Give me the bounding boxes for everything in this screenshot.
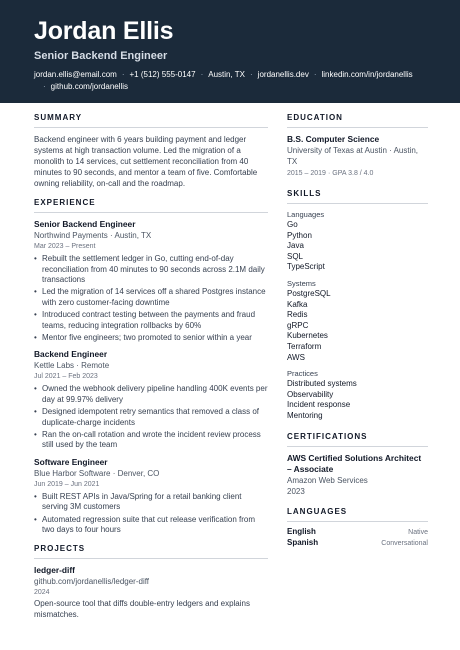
job-bullet: • Owned the webhook delivery pipeline handling 400K events per day at 99.97% delivery: [34, 384, 268, 405]
job-bullets: [34, 254, 268, 343]
language-row: [287, 527, 428, 536]
education-school: University of Texas at Austin · Austin, TX: [287, 146, 419, 166]
education-years: 2015 – 2019: [287, 170, 326, 177]
main-column: [34, 113, 268, 620]
certification-issuer: Amazon Web Services: [287, 475, 368, 485]
job-bullet: • Ran the on-call rotation and wrote the incident review process still used by the team: [34, 430, 268, 451]
candidate-name: Jordan Ellis: [34, 17, 174, 45]
job-dates: Mar 2023 – Present: [34, 243, 96, 250]
job-company: Kettle Labs · Remote: [34, 361, 110, 371]
skill-item: Terraform: [287, 341, 322, 351]
education-heading: EDUCATION: [287, 113, 428, 128]
job-bullets: [34, 492, 268, 536]
contact-github[interactable]: github.com/jordanellis: [50, 82, 129, 91]
job-company: Northwind Payments · Austin, TX: [34, 231, 152, 240]
job-dates: Jun 2019 – Jun 2021: [34, 480, 100, 488]
skill-group-label: Practices: [287, 369, 318, 379]
job-company: Blue Harbor Software · Denver, CO: [34, 468, 160, 478]
contact-linkedin[interactable]: linkedin.com/in/jordanellis: [321, 70, 413, 79]
project-year: 2024: [34, 588, 50, 596]
language-row: [287, 538, 428, 547]
job-title: Backend Engineer: [34, 349, 108, 360]
job-bullet: • Led the migration of 14 services off a shared Postgres instance with zero customer-facing downtime: [34, 287, 268, 308]
contact-separator: ·: [43, 82, 46, 91]
candidate-title: Senior Backend Engineer: [34, 50, 168, 62]
certification-year: 2023: [287, 486, 305, 496]
skill-item: PostgreSQL: [287, 288, 331, 298]
job-entry: [34, 457, 268, 536]
job-entry: [34, 219, 268, 343]
skill-item: Kafka: [287, 299, 308, 309]
skills-list: [287, 210, 428, 422]
contact-website[interactable]: jordanellis.dev: [257, 70, 309, 79]
contact-phone[interactable]: +1 (512) 555-0147: [129, 70, 196, 79]
job-title: Senior Backend Engineer: [34, 219, 136, 229]
certifications-heading: CERTIFICATIONS: [287, 432, 428, 447]
job-bullet: • Automated regression suite that cut release verification from two days to four hours: [34, 515, 268, 536]
skill-item: AWS: [287, 352, 305, 362]
contact-line: [34, 69, 434, 93]
skill-group-label: Systems: [287, 278, 316, 288]
experience-heading: EXPERIENCE: [34, 198, 268, 213]
contact-separator: ·: [250, 70, 253, 79]
skill-item: Incident response: [287, 400, 351, 410]
skill-item: Redis: [287, 310, 308, 320]
education-meta: [287, 168, 428, 179]
skill-item: Java: [287, 241, 304, 251]
skills-heading: SKILLS: [287, 189, 428, 204]
language-name: Spanish: [287, 537, 319, 547]
languages-heading: LANGUAGES: [287, 507, 428, 522]
contact-separator: ·: [313, 70, 317, 79]
job-bullet: • Rebuilt the settlement ledger in Go, cutting end-of-day reconciliation from 40 minutes to 90 seconds across 2.1M daily transactions: [34, 254, 268, 286]
project-url[interactable]: github.com/jordanellis/ledger-diff: [34, 576, 150, 586]
skill-item: Observability: [287, 389, 334, 399]
language-level: Conversational: [381, 539, 428, 547]
contact-separator: ·: [121, 70, 125, 79]
summary-heading: SUMMARY: [34, 113, 268, 128]
education-separator: ·: [327, 170, 331, 177]
skill-group-label: Languages: [287, 210, 325, 219]
skill-item: gRPC: [287, 320, 309, 330]
job-entry: [34, 349, 268, 451]
contact-email[interactable]: jordan.ellis@email.com: [34, 70, 117, 79]
skill-item: SQL: [287, 251, 304, 261]
projects-heading: PROJECTS: [34, 544, 268, 559]
summary-text: Backend engineer with 6 years building payment and ledger systems at high transaction volume. Led the migration of a monolith to 14 services, cut settlement reconciliation from 40 minutes to 90 seconds, and mentor a team of five. Comfortable owning reliability, on-call and the roadmap.: [34, 135, 258, 188]
job-bullet: • Built REST APIs in Java/Spring for a retail banking client serving 3M customers: [34, 492, 268, 513]
job-title: Software Engineer: [34, 456, 108, 467]
project-entry: [34, 565, 268, 620]
skill-item: Distributed systems: [287, 379, 357, 389]
certification-name: AWS Certified Solutions Architect – Associate: [287, 452, 422, 474]
project-description: Open-source tool that diffs double-entry ledgers and explains mismatches.: [34, 598, 250, 619]
skill-item: Mentoring: [287, 410, 323, 420]
education-gpa: GPA 3.8 / 4.0: [332, 170, 374, 177]
job-bullet: • Mentor five engineers; two promoted to senior within a year: [34, 333, 268, 344]
job-bullet: • Introduced contract testing between the payments and fraud teams, reducing integration rollbacks by 60%: [34, 310, 268, 331]
side-column: [287, 113, 428, 547]
skill-item: Python: [287, 230, 312, 240]
project-name: ledger-diff: [34, 564, 75, 575]
job-dates: Jul 2021 – Feb 2023: [34, 373, 98, 381]
job-bullet: • Designed idempotent retry semantics that removed a class of duplicate-charge incidents: [34, 407, 268, 428]
skill-item: TypeScript: [287, 262, 325, 272]
contact-separator: ·: [200, 70, 204, 79]
skill-item: Go: [287, 220, 298, 229]
resume-header: [0, 0, 460, 103]
skill-item: Kubernetes: [287, 331, 328, 341]
language-level: Native: [408, 528, 428, 536]
job-bullets: [34, 384, 268, 451]
contact-location: Austin, TX: [208, 70, 245, 79]
language-name: English: [287, 526, 316, 536]
education-degree: B.S. Computer Science: [287, 134, 380, 144]
